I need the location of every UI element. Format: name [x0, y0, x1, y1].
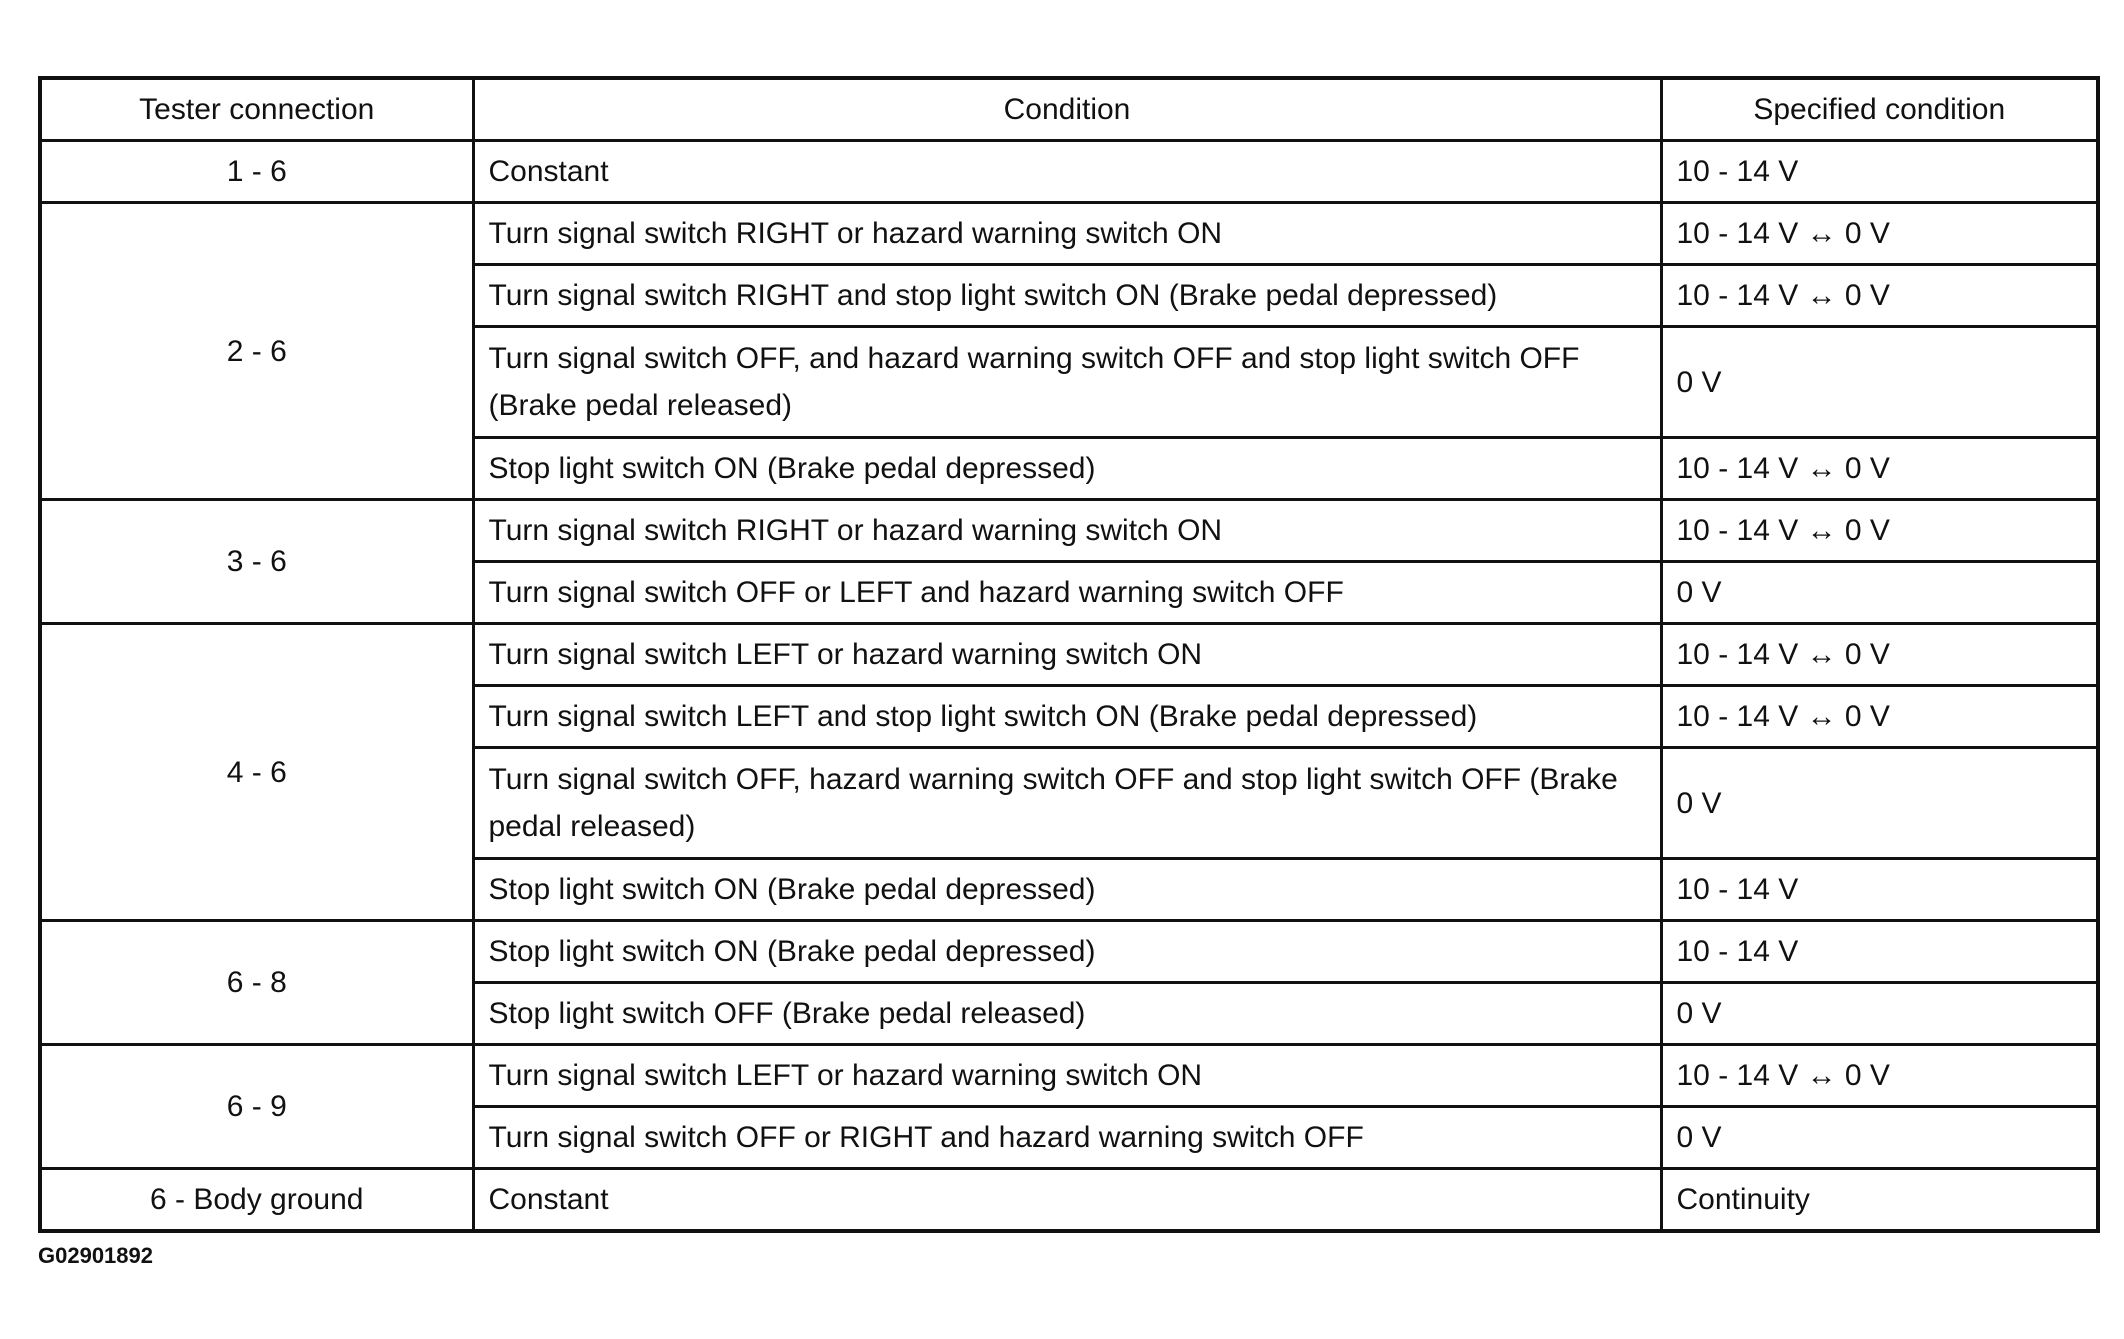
specified-condition-cell: 10 - 14 V ↔ 0 V — [1661, 686, 2098, 748]
specified-condition-cell: 10 - 14 V — [1661, 921, 2098, 983]
condition-cell: Turn signal switch RIGHT or hazard warning switch ON — [473, 203, 1661, 265]
condition-cell: Turn signal switch OFF or RIGHT and hazard warning switch OFF — [473, 1107, 1661, 1169]
specified-condition-cell: 0 V — [1661, 983, 2098, 1045]
specified-condition-cell: 10 - 14 V ↔ 0 V — [1661, 624, 2098, 686]
condition-cell: Stop light switch ON (Brake pedal depressed) — [473, 859, 1661, 921]
specified-condition-cell: 0 V — [1661, 562, 2098, 624]
table-row — [40, 1169, 2098, 1232]
condition-cell: Turn signal switch LEFT and stop light switch ON (Brake pedal depressed) — [473, 686, 1661, 748]
specified-condition-cell: 10 - 14 V — [1661, 141, 2098, 203]
condition-cell: Stop light switch ON (Brake pedal depressed) — [473, 438, 1661, 500]
tester-connection-cell: 6 - 9 — [40, 1045, 473, 1169]
table-row — [40, 1045, 2098, 1107]
header-condition: Condition — [473, 78, 1661, 141]
specified-condition-cell: Continuity — [1661, 1169, 2098, 1232]
figure-id: G02901892 — [38, 1243, 153, 1268]
table-row — [40, 624, 2098, 686]
specification-table — [38, 76, 2100, 1233]
condition-cell: Stop light switch OFF (Brake pedal released) — [473, 983, 1661, 1045]
tester-connection-cell: 4 - 6 — [40, 624, 473, 921]
specified-condition-cell: 10 - 14 V ↔ 0 V — [1661, 438, 2098, 500]
condition-cell: Turn signal switch LEFT or hazard warning switch ON — [473, 1045, 1661, 1107]
table-row — [40, 921, 2098, 983]
specified-condition-cell: 10 - 14 V ↔ 0 V — [1661, 1045, 2098, 1107]
condition-cell: Constant — [473, 1169, 1661, 1232]
tester-connection-cell: 6 - Body ground — [40, 1169, 473, 1232]
condition-cell: Turn signal switch OFF or LEFT and hazard warning switch OFF — [473, 562, 1661, 624]
tester-connection-cell: 1 - 6 — [40, 141, 473, 203]
specified-condition-cell: 0 V — [1661, 327, 2098, 438]
tester-connection-cell: 6 - 8 — [40, 921, 473, 1045]
header-specified-condition: Specified condition — [1661, 78, 2098, 141]
specified-condition-cell: 0 V — [1661, 1107, 2098, 1169]
header-tester-connection: Tester connection — [40, 78, 473, 141]
condition-cell: Turn signal switch RIGHT or hazard warning switch ON — [473, 500, 1661, 562]
tester-connection-cell: 2 - 6 — [40, 203, 473, 500]
condition-cell: Turn signal switch OFF, hazard warning switch OFF and stop light switch OFF (Brake pedal released) — [473, 748, 1661, 859]
specified-condition-cell: 10 - 14 V ↔ 0 V — [1661, 203, 2098, 265]
table-header-row — [40, 78, 2098, 141]
specified-condition-cell: 10 - 14 V — [1661, 859, 2098, 921]
condition-cell: Turn signal switch LEFT or hazard warning switch ON — [473, 624, 1661, 686]
table-row — [40, 203, 2098, 265]
specified-condition-cell: 10 - 14 V ↔ 0 V — [1661, 265, 2098, 327]
table-body — [40, 141, 2098, 1232]
table-row — [40, 141, 2098, 203]
table-row — [40, 500, 2098, 562]
condition-cell: Stop light switch ON (Brake pedal depressed) — [473, 921, 1661, 983]
condition-cell: Turn signal switch RIGHT and stop light switch ON (Brake pedal depressed) — [473, 265, 1661, 327]
condition-cell: Constant — [473, 141, 1661, 203]
tester-connection-cell: 3 - 6 — [40, 500, 473, 624]
specified-condition-cell: 0 V — [1661, 748, 2098, 859]
condition-cell: Turn signal switch OFF, and hazard warning switch OFF and stop light switch OFF (Brake pedal released) — [473, 327, 1661, 438]
specified-condition-cell: 10 - 14 V ↔ 0 V — [1661, 500, 2098, 562]
